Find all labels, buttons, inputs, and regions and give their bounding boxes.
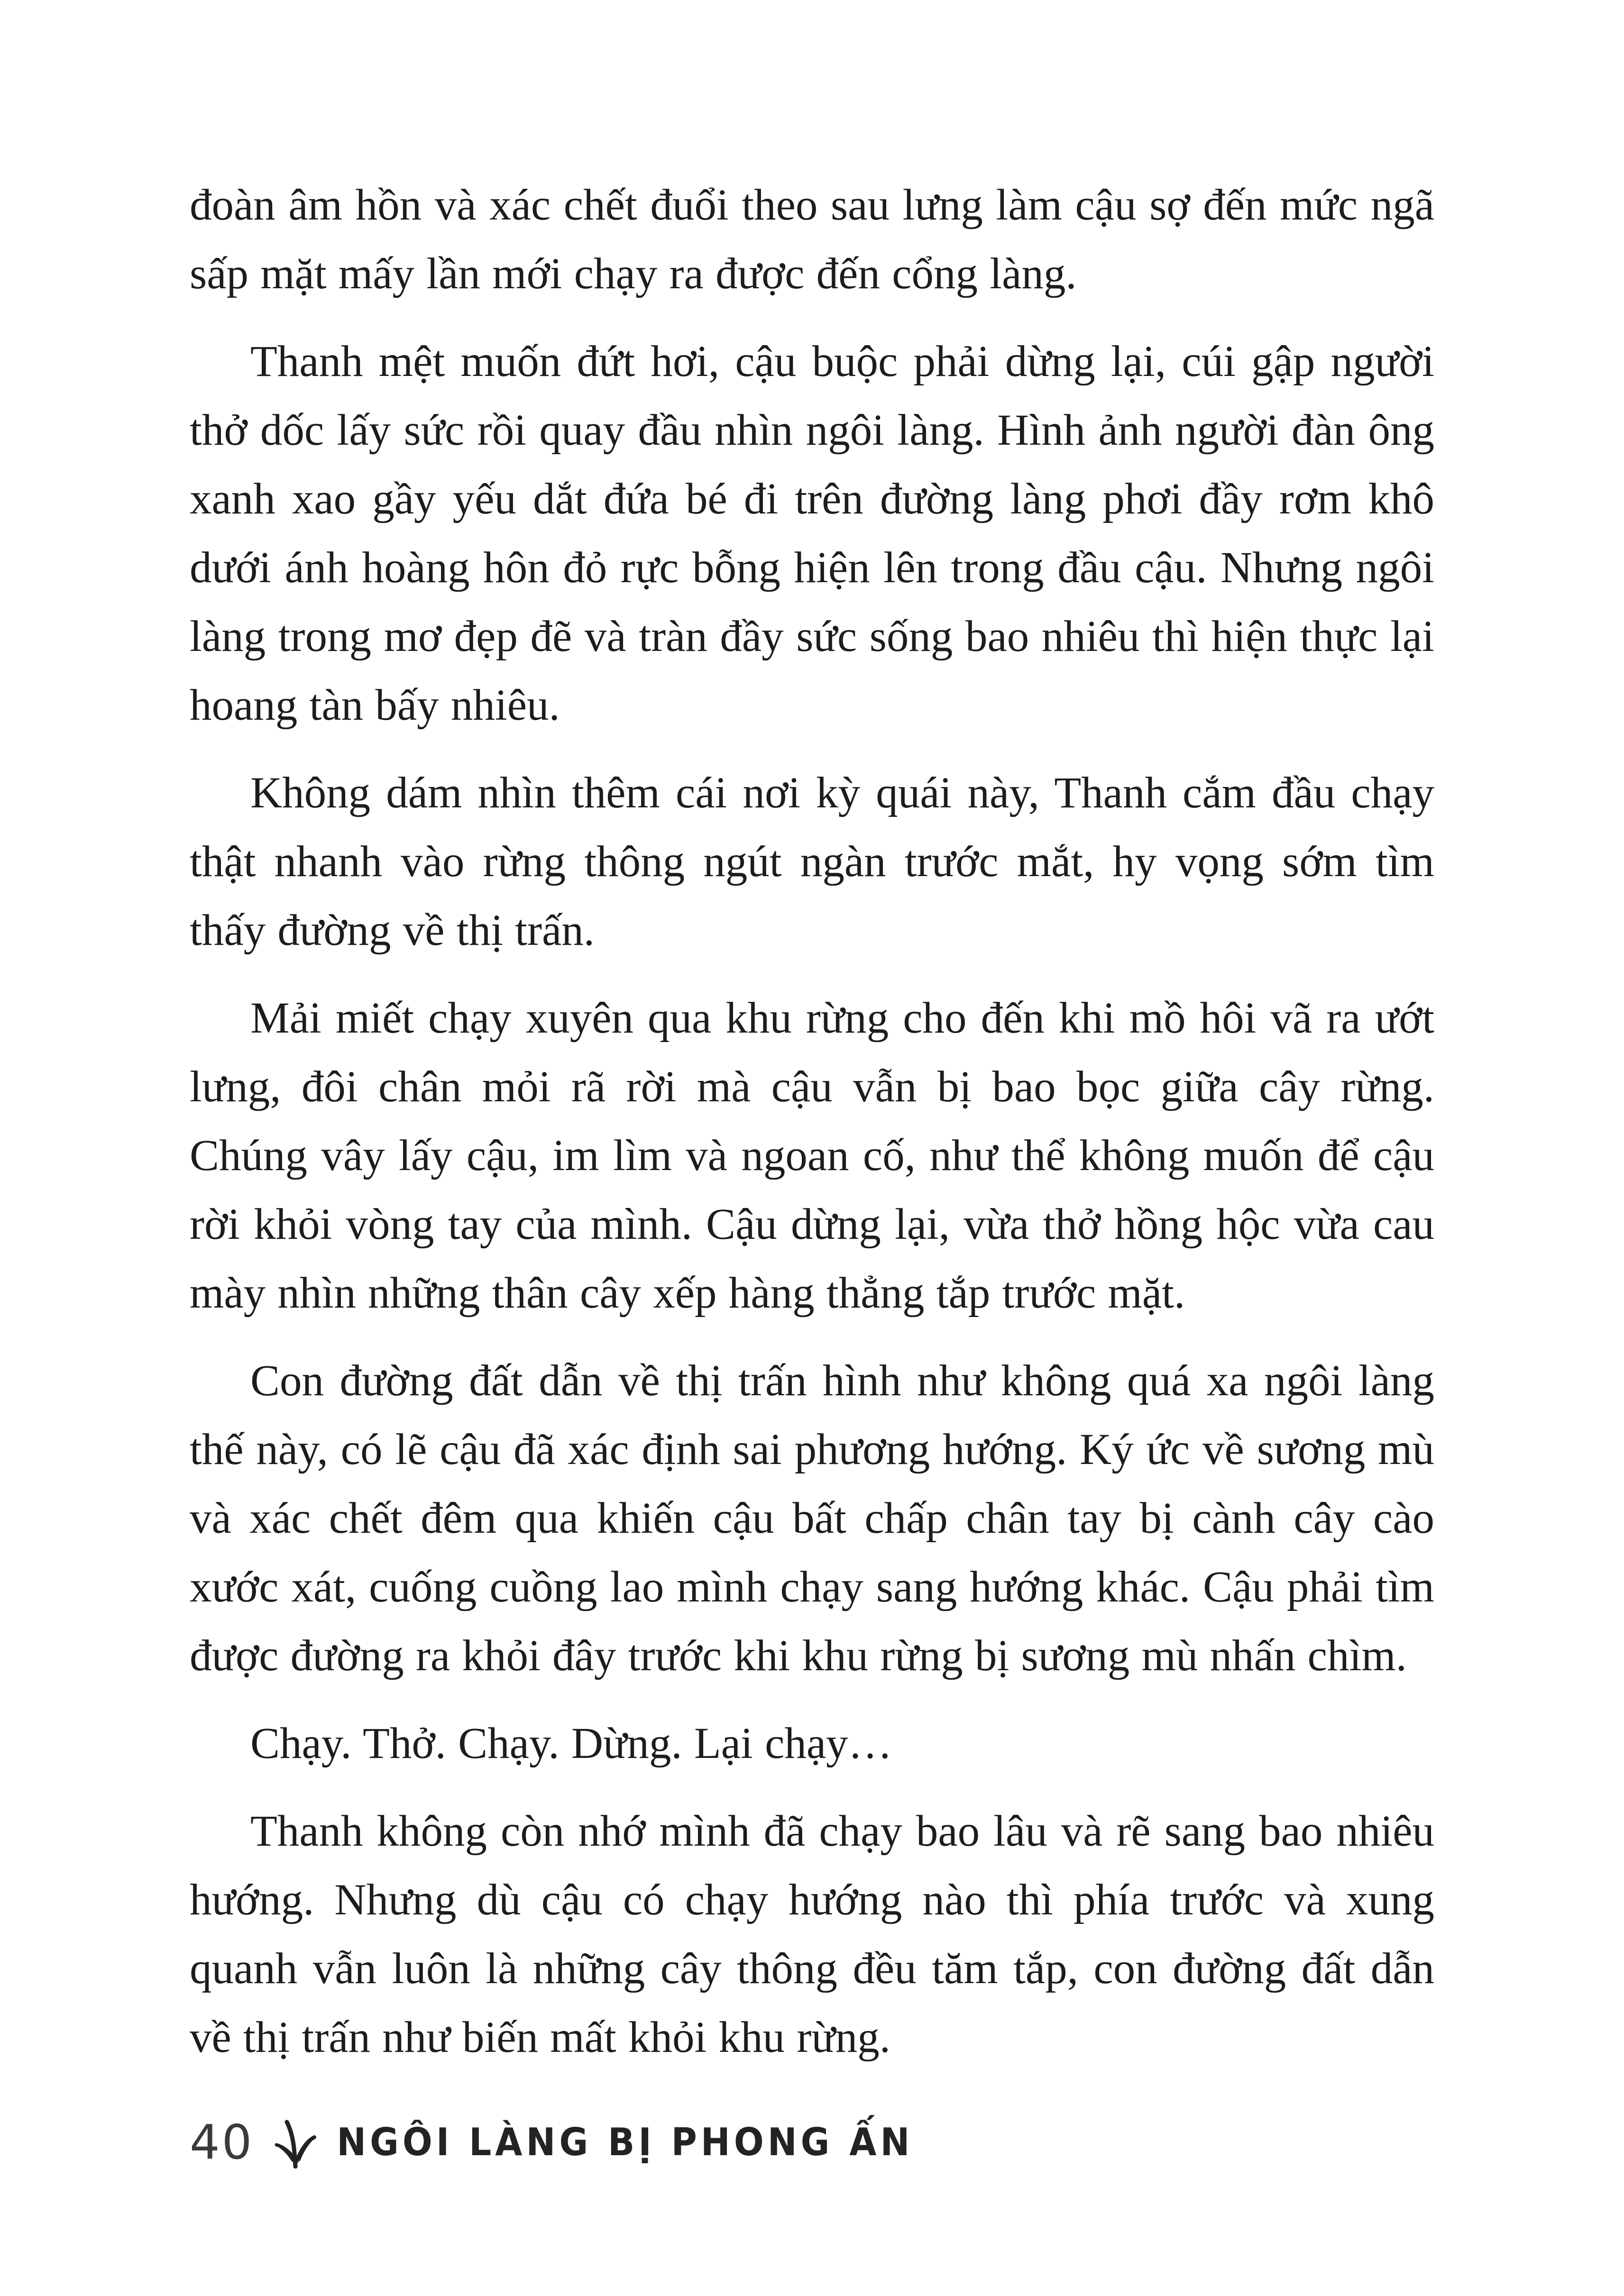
paragraph: Mải miết chạy xuyên qua khu rừng cho đến khi mồ hôi vã ra ướt lưng, đôi chân mỏi rã rời mà cậu vẫn bị bao bọc giữa cây rừng. Chúng vây lấy cậu, im lìm và ngoan cố, như thể không muốn để cậu rời khỏi vòng tay của mình. Cậu dừng lại, vừa thở hồng hộc vừa cau mày nhìn những thân cây xếp hàng thẳng tắp trước mặt. bbox=[190, 994, 1434, 1317]
page-content bbox=[190, 171, 1434, 2091]
paragraph: Chạy. Thở. Chạy. Dừng. Lại chạy… bbox=[250, 1719, 892, 1768]
paragraph: đoàn âm hồn và xác chết đuổi theo sau lưng làm cậu sợ đến mức ngã sấp mặt mấy lần mới chạy ra được đến cổng làng. bbox=[190, 181, 1434, 298]
page-number: 40 bbox=[190, 2114, 254, 2170]
page-footer bbox=[190, 2114, 1434, 2170]
paragraph: Không dám nhìn thêm cái nơi kỳ quái này, Thanh cắm đầu chạy thật nhanh vào rừng thông ngút ngàn trước mắt, hy vọng sớm tìm thấy đường về thị trấn. bbox=[190, 768, 1434, 955]
paragraph: Thanh mệt muốn đứt hơi, cậu buộc phải dừng lại, cúi gập người thở dốc lấy sức rồi quay đầu nhìn ngôi làng. Hình ảnh người đàn ông xanh xao gầy yếu dắt đứa bé đi trên đường làng phơi đầy rơm khô dưới ánh hoàng hôn đỏ rực bỗng hiện lên trong đầu cậu. Nhưng ngôi làng trong mơ đẹp đẽ và tràn đầy sức sống bao nhiêu thì hiện thực lại hoang tàn bấy nhiêu. bbox=[190, 337, 1434, 730]
book-title: NGÔI LÀNG BỊ PHONG ẤN bbox=[337, 2120, 914, 2164]
paragraph: Thanh không còn nhớ mình đã chạy bao lâu và rẽ sang bao nhiêu hướng. Nhưng dù cậu có chạy hướng nào thì phía trước và xung quanh vẫn luôn là những cây thông đều tăm tắp, con đường đất dẫn về thị trấn như biến mất khỏi khu rừng. bbox=[190, 1807, 1434, 2062]
leaf-icon bbox=[273, 2116, 318, 2168]
paragraph: Con đường đất dẫn về thị trấn hình như không quá xa ngôi làng thế này, có lẽ cậu đã xác định sai phương hướng. Ký ức về sương mù và xác chết đêm qua khiến cậu bất chấp chân tay bị cành cây cào xước xát, cuống cuồng lao mình chạy sang hướng khác. Cậu phải tìm được đường ra khỏi đây trước khi khu rừng bị sương mù nhấn chìm. bbox=[190, 1356, 1434, 1680]
